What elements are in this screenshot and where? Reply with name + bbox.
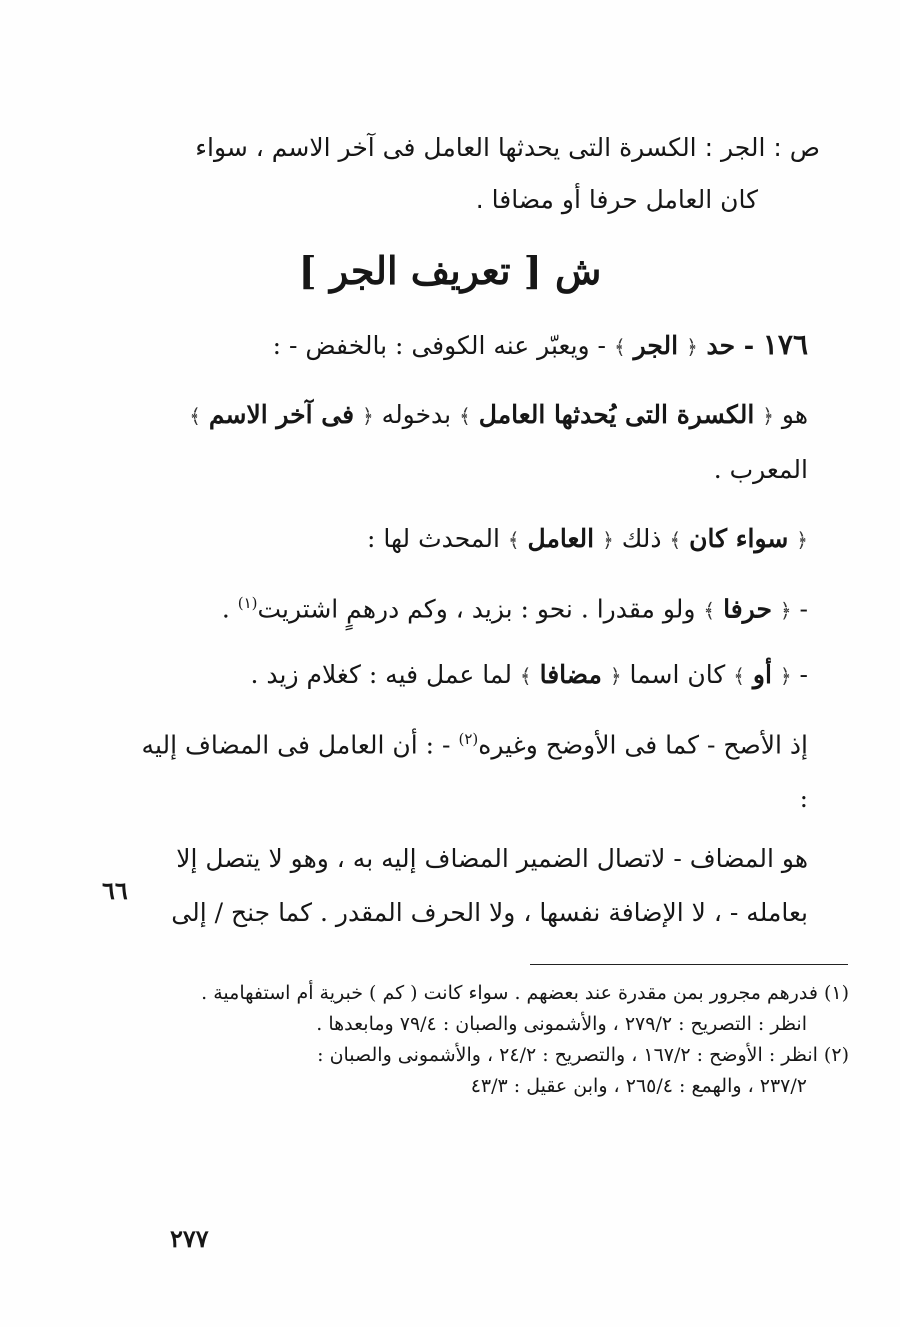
footnotes bbox=[165, 978, 849, 1102]
footnote: ٢٣٧/٢ ، والهمع : ٢٦٥/٤ ، وابن عقيل : ٤٣/٣ bbox=[470, 1075, 807, 1097]
section-heading: ش [ تعريف الجر ] bbox=[298, 248, 602, 293]
footnote-ref: (٢) bbox=[458, 730, 479, 748]
footnote-divider bbox=[530, 964, 848, 965]
paragraph-definition: ١٧٦ - حد ﴿ الجر ﴾ - ويعبّر عنه الكوفى : بالخفض - : bbox=[272, 328, 808, 361]
matn-line: كان العامل حرفا أو مضافا . bbox=[475, 185, 758, 214]
paragraph-body: - ﴿ أو ﴾ كان اسما ﴿ مضافا ﴾ لما عمل فيه : كغلام زيد . bbox=[250, 660, 808, 689]
page-number: ٢٧٧ bbox=[170, 1224, 209, 1253]
entry-number: ١٧٦ bbox=[762, 328, 808, 361]
paragraph-body: - ﴿ حرفا ﴾ ولو مقدرا . نحو : بزيد ، وكم درهمٍ اشتريت$^{(١)}$ . bbox=[221, 594, 808, 624]
footnote-ref: (١) bbox=[237, 594, 258, 612]
paragraph-body: ﴿ سواء كان ﴾ ذلك ﴿ العامل ﴾ المحدث لها : bbox=[367, 524, 808, 553]
footnote: انظر : التصريح : ٢٧٩/٢ ، والأشمونى والصبان : ٧٩/٤ ومابعدها . bbox=[316, 1013, 807, 1035]
margin-number: ٦٦ bbox=[102, 876, 128, 905]
footnote: (١) فدرهم مجرور بمن مقدرة عند بعضهم . سواء كانت ( كم ) خبرية أم استفهامية . bbox=[201, 982, 849, 1004]
matn-line: ص : الجر : الكسرة التى يحدثها العامل فى آخر الاسم ، سواء bbox=[195, 133, 820, 162]
paragraph-body: هو ﴿ الكسرة التى يُحدثها العامل ﴾ بدخوله ﴿ فى آخر الاسم ﴾ المعرب . bbox=[189, 400, 808, 484]
matn-text bbox=[140, 122, 820, 226]
paragraph-body: هو المضاف - لاتصال الضمير المضاف إليه به ، وهو لا يتصل إلا بعامله - ، لا الإضافة نفسها ، ولا الحرف المقدر . كما جنح / إلى bbox=[171, 844, 808, 927]
footnote: (٢) انظر : الأوضح : ١٦٧/٢ ، والتصريح : ٢٤/٢ ، والأشمونى والصبان : bbox=[317, 1044, 849, 1066]
paragraph-body: إذ الأصح - كما فى الأوضح وغيره$^{(٢)}$ - : أن العامل فى المضاف إليه : bbox=[141, 730, 808, 814]
